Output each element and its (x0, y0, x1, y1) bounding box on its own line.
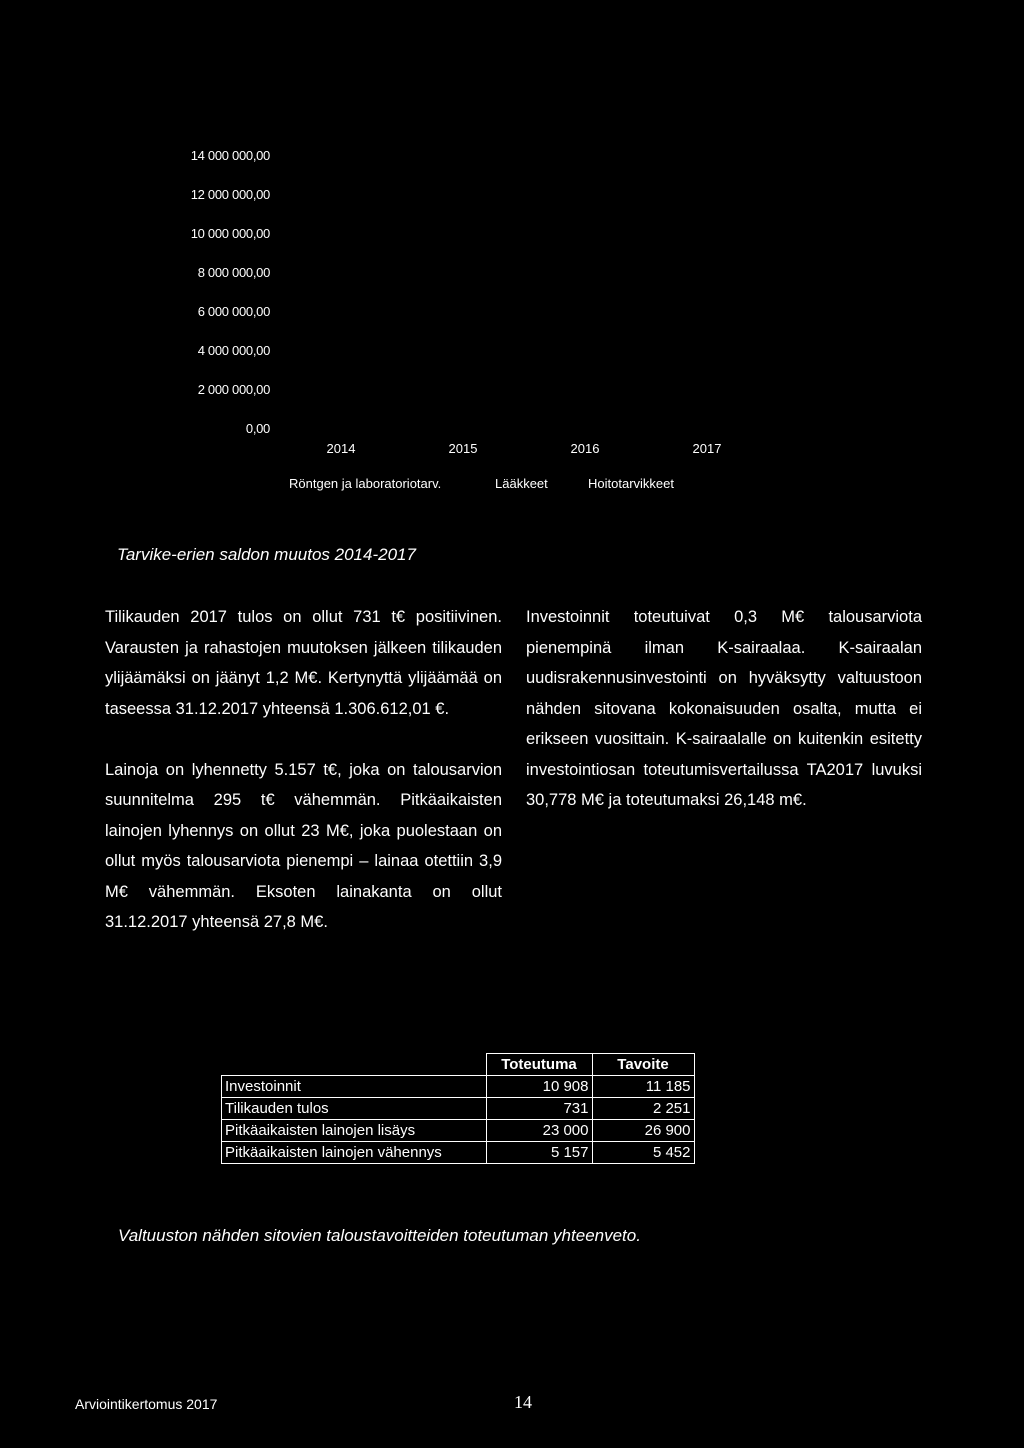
y-tick-label: 6 000 000,00 (197, 304, 270, 319)
table-cell-value: 23 000 (486, 1120, 592, 1142)
y-tick-label: 2 000 000,00 (197, 382, 270, 397)
paragraph: Tilikauden 2017 tulos on ollut 731 t€ positiivinen. Varausten ja rahastojen muutoksen jälkeen tilikauden ylijäämäksi on jäänyt 1,2 M€. Kertynyttä ylijäämää on taseessa 31.12.2017 yhteensä 1.306.612,01 €. (105, 608, 502, 718)
right-column (526, 602, 922, 816)
legend-item-rontgen: Röntgen ja laboratoriotarv. (289, 476, 442, 491)
y-tick-label: 4 000 000,00 (197, 343, 270, 358)
table-cell-value: 2 251 (592, 1098, 694, 1120)
x-tick-label: 2014 (326, 441, 356, 456)
table-cell-label: Tilikauden tulos (222, 1098, 487, 1120)
table-cell-value: 731 (486, 1098, 592, 1120)
legend-item-laakkeet: Lääkkeet (495, 476, 548, 491)
summary-table (221, 1053, 695, 1164)
table-cell-value: 11 185 (592, 1076, 694, 1098)
table-cell-label: Pitkäaikaisten lainojen lisäys (222, 1120, 487, 1142)
table-cell-label: Investoinnit (222, 1076, 487, 1098)
table-caption: Valtuuston nähden sitovien taloustavoitteiden toteutuman yhteenveto. (118, 1226, 641, 1245)
paragraph: Investoinnit toteutuivat 0,3 M€ talousarviota pienempinä ilman K-sairaalaa. K-sairaalan uudisrakennusinvestointi on hyväksytty valtuustoon nähden sitovana kokonaisuuden osalta, mutta ei erikseen vuosittain. K-sairaalalle on kuitenkin esitetty investointiosan toteutumisvertailussa TA2017 luvuksi 30,778 M€ ja toteutumaksi 26,148 m€. (526, 608, 922, 809)
chart-caption: Tarvike-erien saldon muutos 2014-2017 (117, 545, 416, 564)
table-cell-value: 26 900 (592, 1120, 694, 1142)
table-cell-label: Pitkäaikaisten lainojen vähennys (222, 1142, 487, 1164)
y-tick-label: 0,00 (245, 421, 270, 436)
x-tick-label: 2016 (570, 441, 600, 456)
x-tick-label: 2017 (692, 441, 722, 456)
legend-item-hoitotarvikkeet: Hoitotarvikkeet (588, 476, 674, 491)
table-header-cell: Toteutuma (486, 1054, 592, 1076)
table-header-row (222, 1054, 695, 1076)
y-tick-label: 12 000 000,00 (190, 187, 270, 202)
table-header-cell (222, 1054, 487, 1076)
table-row (222, 1076, 695, 1098)
table-row (222, 1098, 695, 1120)
y-tick-label: 10 000 000,00 (190, 226, 270, 241)
page-number: 14 (514, 1392, 532, 1412)
paragraph: Lainoja on lyhennetty 5.157 t€, joka on talousarvion suunnitelma 295 t€ vähemmän. Pitkäaikaisten lainojen lyhennys on ollut 23 M€, joka puolestaan on ollut myös talousarviota pienempi – lainaa otettiin 3,9 M€ vähemmän. Eksoten lainakanta on ollut 31.12.2017 yhteensä 27,8 M€. (105, 760, 502, 931)
left-column (105, 602, 502, 938)
table-cell-value: 10 908 (486, 1076, 592, 1098)
table-header-cell: Tavoite (592, 1054, 694, 1076)
y-tick-label: 14 000 000,00 (190, 148, 270, 163)
footer-title: Arviointikertomus 2017 (75, 1396, 218, 1412)
table-row (222, 1142, 695, 1164)
table-row (222, 1120, 695, 1142)
table-cell-value: 5 452 (592, 1142, 694, 1164)
table-cell-value: 5 157 (486, 1142, 592, 1164)
x-tick-label: 2015 (448, 441, 478, 456)
y-tick-label: 8 000 000,00 (197, 265, 270, 280)
